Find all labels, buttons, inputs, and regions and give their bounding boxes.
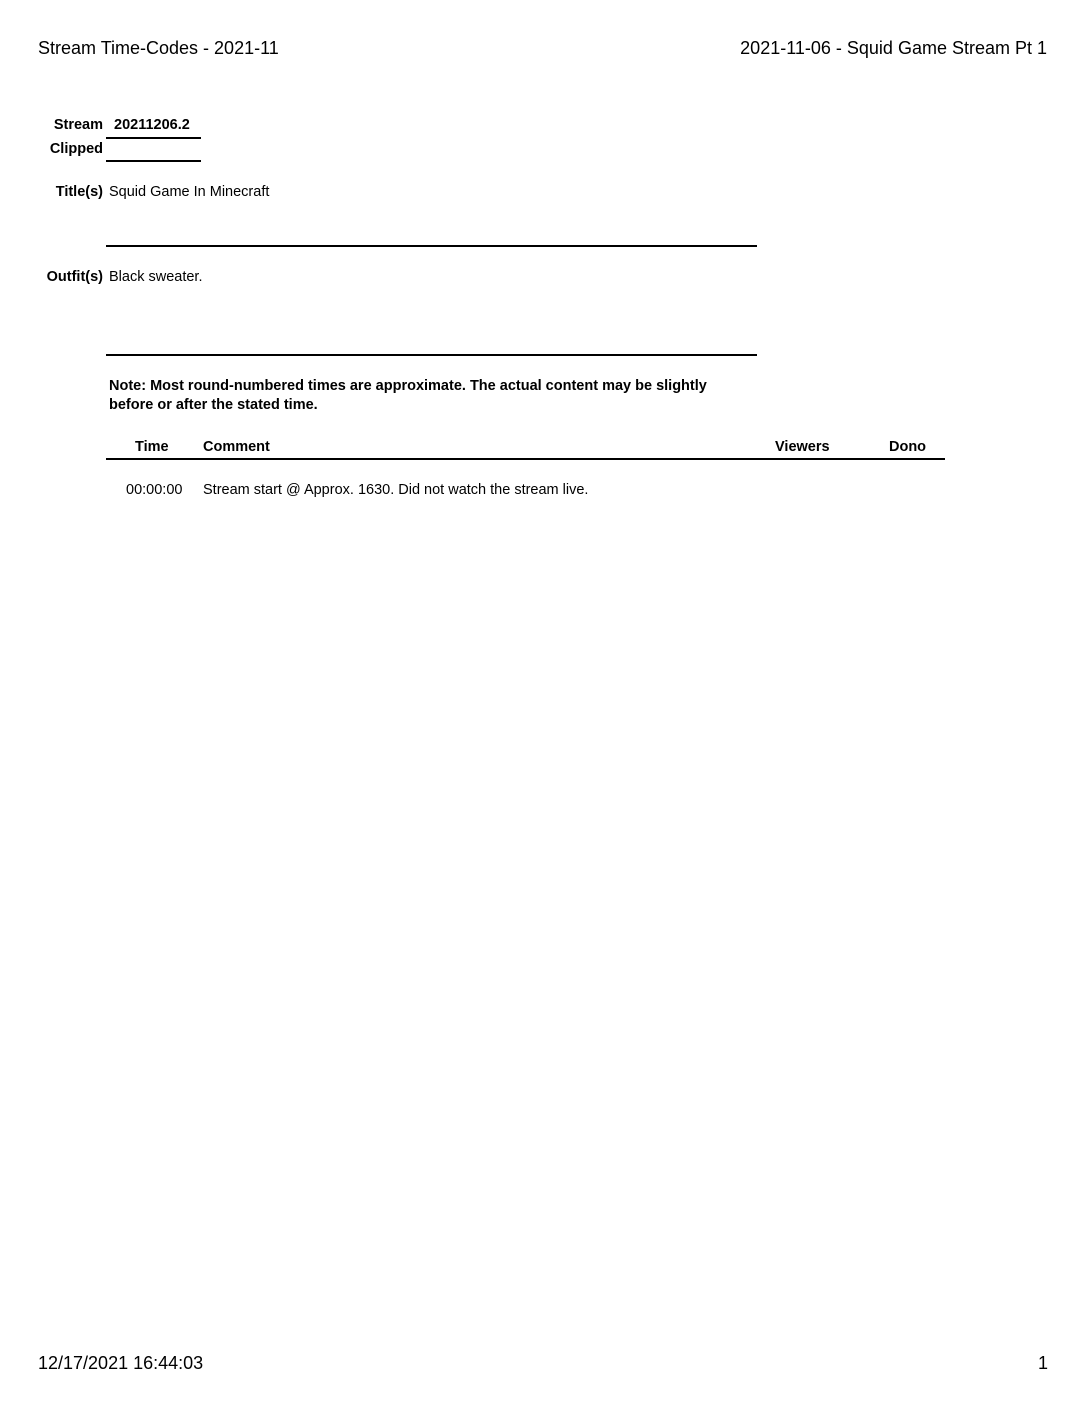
row-time: 00:00:00 (126, 482, 183, 498)
page-number: 1 (1037, 1353, 1048, 1373)
clipped-underline (106, 160, 201, 162)
clipped-label: Clipped (49, 141, 103, 157)
column-header-time: Time (135, 439, 169, 455)
stream-title: 2021-11-06 - Squid Game Stream Pt 1 (740, 38, 1047, 58)
stream-value: 20211206.2 (114, 117, 190, 133)
stream-label: Stream (53, 117, 103, 133)
titles-divider (106, 245, 757, 247)
column-header-comment: Comment (203, 439, 270, 455)
row-comment: Stream start @ Approx. 1630. Did not watch the stream live. (203, 482, 589, 498)
document-title: Stream Time-Codes - 2021-11 (38, 38, 279, 58)
approximation-note: Note: Most round-numbered times are approximate. The actual content may be slightly before or after the stated time. (109, 378, 707, 413)
print-timestamp: 12/17/2021 16:44:03 (38, 1353, 204, 1373)
table-header-rule (106, 458, 945, 460)
titles-label: Title(s) (55, 184, 103, 200)
column-header-dono: Dono (889, 439, 927, 455)
outfits-label: Outfit(s) (46, 269, 103, 285)
titles-value: Squid Game In Minecraft (109, 184, 270, 200)
stream-underline (106, 137, 201, 139)
outfits-divider (106, 354, 757, 356)
column-header-viewers: Viewers (775, 439, 830, 455)
outfits-value: Black sweater. (109, 269, 203, 285)
